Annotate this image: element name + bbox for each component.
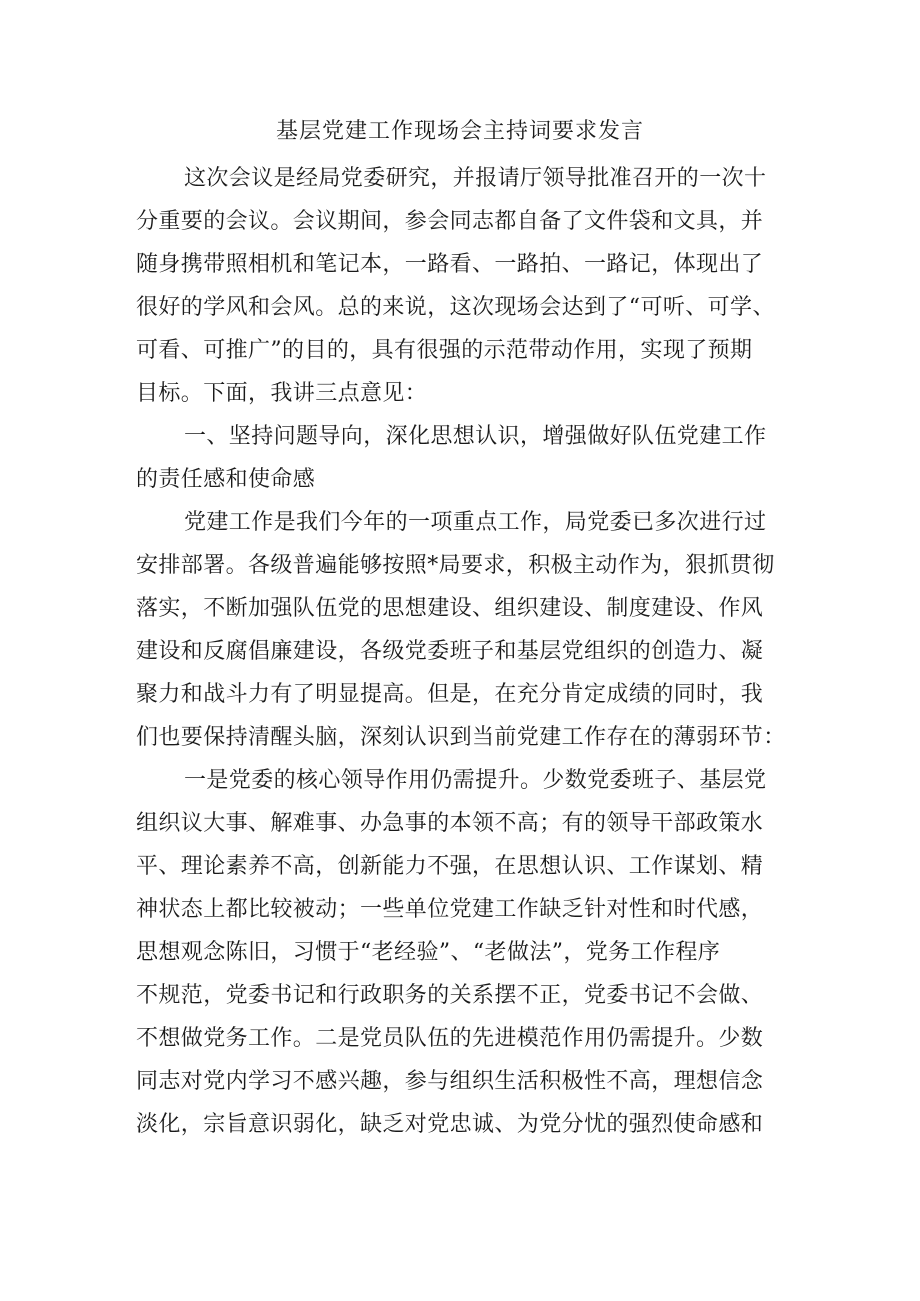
- section-heading-line: 的责任感和使命感: [136, 467, 316, 492]
- document-title: 基层党建工作现场会主持词要求发言: [275, 119, 644, 144]
- text-line: 随身携带照相机和笔记本，一路看、一路拍、一路记，体现出了: [136, 252, 764, 277]
- text-line: 们也要保持清醒头脑，深刻认识到当前党建工作存在的薄弱环节：: [136, 725, 786, 750]
- text-line: 不想做党务工作。二是党员队伍的先进模范作用仍需提升。少数: [136, 1026, 764, 1051]
- text-line: 这次会议是经局党委研究，并报请厅领导批准召开的一次十: [184, 166, 767, 191]
- text-line: 同志对党内学习不感兴趣，参与组织生活积极性不高，理想信念: [136, 1069, 764, 1094]
- text-line: 很好的学风和会风。总的来说，这次现场会达到了“可听、可学、: [136, 295, 775, 320]
- text-line: 一是党委的核心领导作用仍需提升。少数党委班子、基层党: [184, 768, 767, 793]
- text-line: 神状态上都比较被动；一些单位党建工作缺乏针对性和时代感，: [136, 897, 764, 922]
- text-line: 建设和反腐倡廉建设，各级党委班子和基层党组织的创造力、凝: [136, 639, 764, 664]
- text-line: 目标。下面，我讲三点意见：: [136, 381, 428, 406]
- text-line: 淡化，宗旨意识弱化，缺乏对党忠诚、为党分忧的强烈使命感和: [136, 1112, 764, 1137]
- section-heading-line: 一、坚持问题导向，深化思想认识，增强做好队伍党建工作: [184, 424, 767, 449]
- text-line: 聚力和战斗力有了明显提高。但是，在充分肯定成绩的同时，我: [136, 682, 764, 707]
- text-line: 分重要的会议。会议期间，参会同志都自备了文件袋和文具，并: [136, 209, 764, 234]
- text-line: 平、理论素养不高，创新能力不强，在思想认识、工作谋划、精: [136, 854, 764, 879]
- text-line: 不规范，党委书记和行政职务的关系摆不正，党委书记不会做、: [136, 983, 764, 1008]
- text-line: 思想观念陈旧，习惯于“老经验”、“老做法”，党务工作程序: [136, 940, 721, 965]
- text-line: 落实，不断加强队伍党的思想建设、组织建设、制度建设、作风: [136, 596, 764, 621]
- text-line: 党建工作是我们今年的一项重点工作，局党委已多次进行过: [184, 510, 767, 535]
- text-line: 组织议大事、解难事、办急事的本领不高；有的领导干部政策水: [136, 811, 764, 836]
- text-line: 安排部署。各级普遍能够按照*局要求，积极主动作为，狠抓贯彻: [136, 553, 775, 578]
- text-line: 可看、可推广”的目的，具有很强的示范带动作用，实现了预期: [136, 338, 753, 363]
